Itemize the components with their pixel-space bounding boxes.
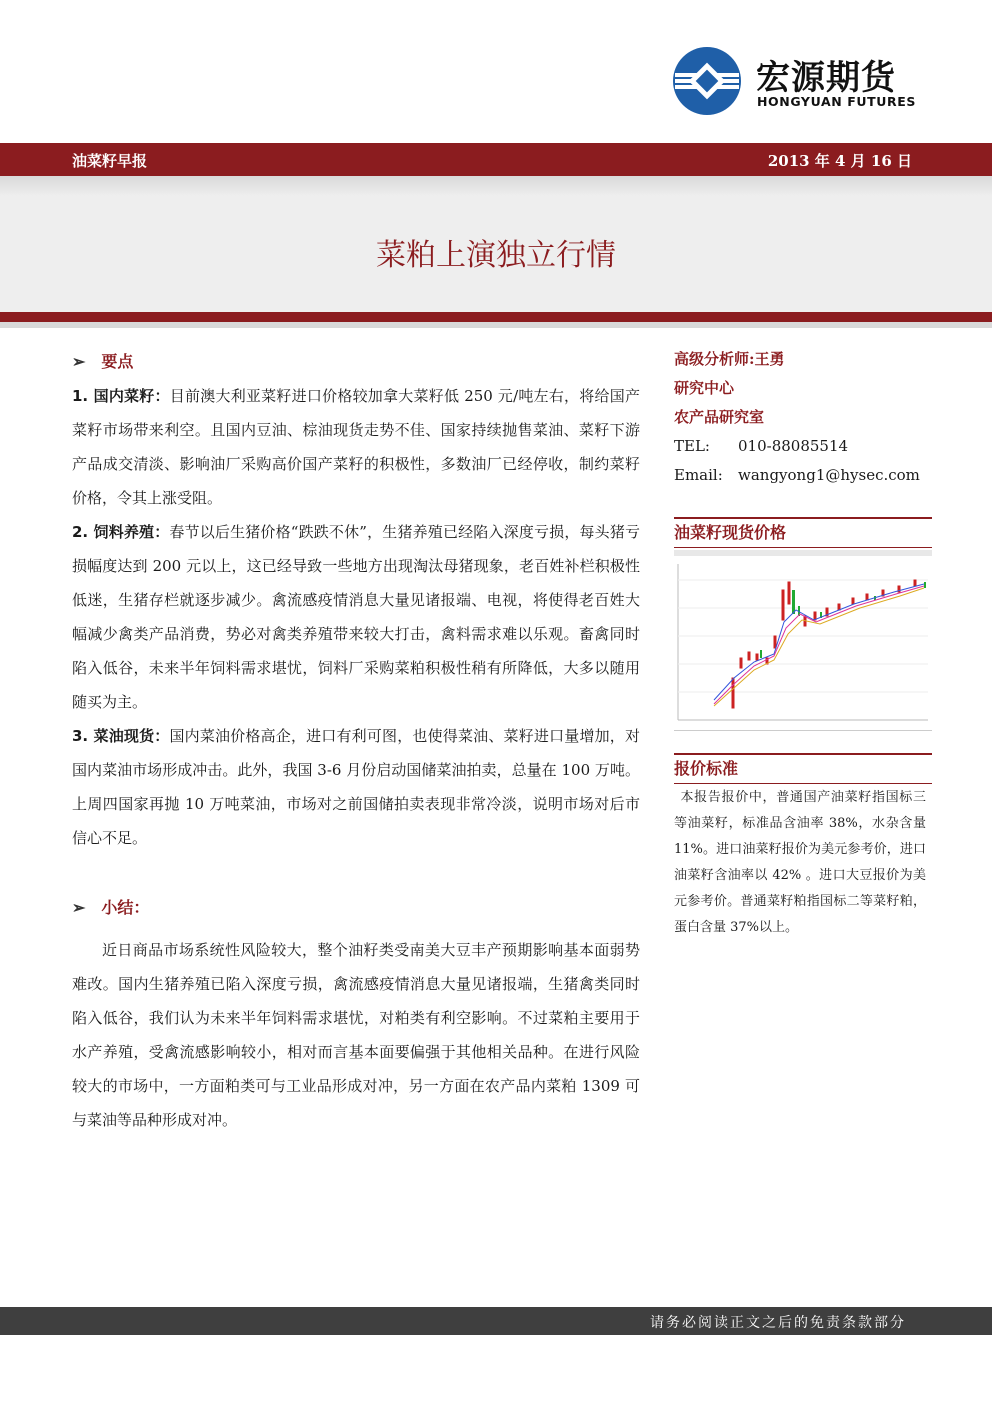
tel-value: 010-88085514 <box>738 437 849 455</box>
key-point-text: 目前澳大利亚菜籽进口价格较加拿大菜籽低 250 元/吨左右，将给国产菜籽市场带来利空。且国内豆油、棕油现货走势不佳、国家持续抛售菜油、菜籽下游产品成交清淡、影响油厂采购高价国产菜籽的积极性，多数油厂已经停收，制约菜籽价格，令其上涨受阻。 <box>72 387 640 507</box>
key-point-2 <box>72 515 640 719</box>
key-point-3 <box>72 719 640 855</box>
arrow-icon: ➢ <box>72 352 86 371</box>
analyst-dept-2: 农产品研究室 <box>674 408 765 426</box>
report-type: 油菜籽早报 <box>72 152 148 170</box>
page-title: 菜粕上演独立行情 <box>376 238 616 273</box>
title-divider-shade <box>0 322 992 328</box>
title-divider <box>0 312 992 322</box>
tel-label: TEL: <box>674 437 710 455</box>
key-point-lead: 3. 菜油现货： <box>72 727 170 745</box>
key-points-heading: ➢ 要点 <box>72 352 134 371</box>
email-value[interactable]: wangyong1@hysec.com <box>738 466 920 484</box>
quote-standard-heading: 报价标准 <box>674 753 932 784</box>
key-point-lead: 1. 国内菜籽： <box>72 387 170 405</box>
key-point-1 <box>72 379 640 515</box>
report-date: 2013 年 4 月 16 日 <box>767 152 912 170</box>
footer-bar <box>0 1307 992 1335</box>
brand-name-cn: 宏源期货 <box>756 58 896 98</box>
arrow-icon: ➢ <box>72 898 86 917</box>
disclaimer-link[interactable]: 请务必阅读正文之后的免责条款部分 <box>650 1315 906 1331</box>
analyst-tel <box>674 432 932 461</box>
analyst-email <box>674 461 932 490</box>
main-content <box>72 345 640 1137</box>
spot-price-chart-image <box>674 550 932 731</box>
summary-heading: ➢ 小结： <box>72 898 150 917</box>
spot-price-heading: 油菜籽现货价格 <box>674 517 932 548</box>
hongyuan-logo-icon <box>672 46 742 116</box>
candlestick-chart-image <box>674 550 932 730</box>
brand-logo <box>672 46 932 122</box>
sidebar <box>674 345 932 935</box>
header-bar <box>0 143 992 176</box>
title-band <box>0 196 992 312</box>
brand-name-en: HONGYUAN FUTURES <box>757 94 916 109</box>
analyst-name: 高级分析师:王勇 <box>674 350 785 368</box>
key-point-lead: 2. 饲料养殖： <box>72 523 170 541</box>
key-point-text: 春节以后生猪价格“跌跌不休”，生猪养殖已经陷入深度亏损，每头猪亏损幅度达到 200 元以上，这已经导致一些地方出现淘汰母猪现象，老百姓补栏积极性低迷，生猪存栏就逐步减少。禽流感疫情消息大量见诸报端、电视，将使得老百姓大幅减少禽类产品消费，势必对禽类养殖带来较大打击，禽料需求难以乐观。畜禽同时陷入低谷，未来半年饲料需求堪忧，饲料厂采购菜粕积极性稍有所降低，大多以随用随买为主。 <box>72 523 641 711</box>
header-shade <box>0 176 992 196</box>
email-label: Email: <box>674 466 723 484</box>
quote-standard-text: 本报告报价中，普通国产油菜籽指国标三等油菜籽，标准品含油率 38%，水杂含量 11%。进口油菜籽报价为美元参考价，进口油菜籽含油率以 42% 。进口大豆报价为美元参考价。普通菜籽粕指国标二等菜籽粕，蛋白含量 37%以上。 <box>674 790 926 935</box>
summary-text: 近日商品市场系统性风险较大，整个油籽类受南美大豆丰产预期影响基本面弱势难改。国内生猪养殖已陷入深度亏损，禽流感疫情消息大量见诸报端，生猪禽类同时陷入低谷，我们认为未来半年饲料需求堪忧，对粕类有利空影响。不过菜粕主要用于水产养殖，受禽流感影响较小，相对而言基本面要偏强于其他相关品种。在进行风险较大的市场中，一方面粕类可与工业品形成对冲，另一方面在农产品内菜粕 1309 可与菜油等品种形成对冲。 <box>72 941 640 1129</box>
key-point-text: 国内菜油价格高企，进口有利可图，也使得菜油、菜籽进口量增加，对国内菜油市场形成冲击。此外，我国 3-6 月份启动国储菜油拍卖，总量在 100 万吨。上周四国家再抛 10 万吨菜油，市场对之前国储拍卖表现非常冷淡，说明市场对后市信心不足。 <box>72 727 640 847</box>
analyst-dept-1: 研究中心 <box>674 379 735 397</box>
